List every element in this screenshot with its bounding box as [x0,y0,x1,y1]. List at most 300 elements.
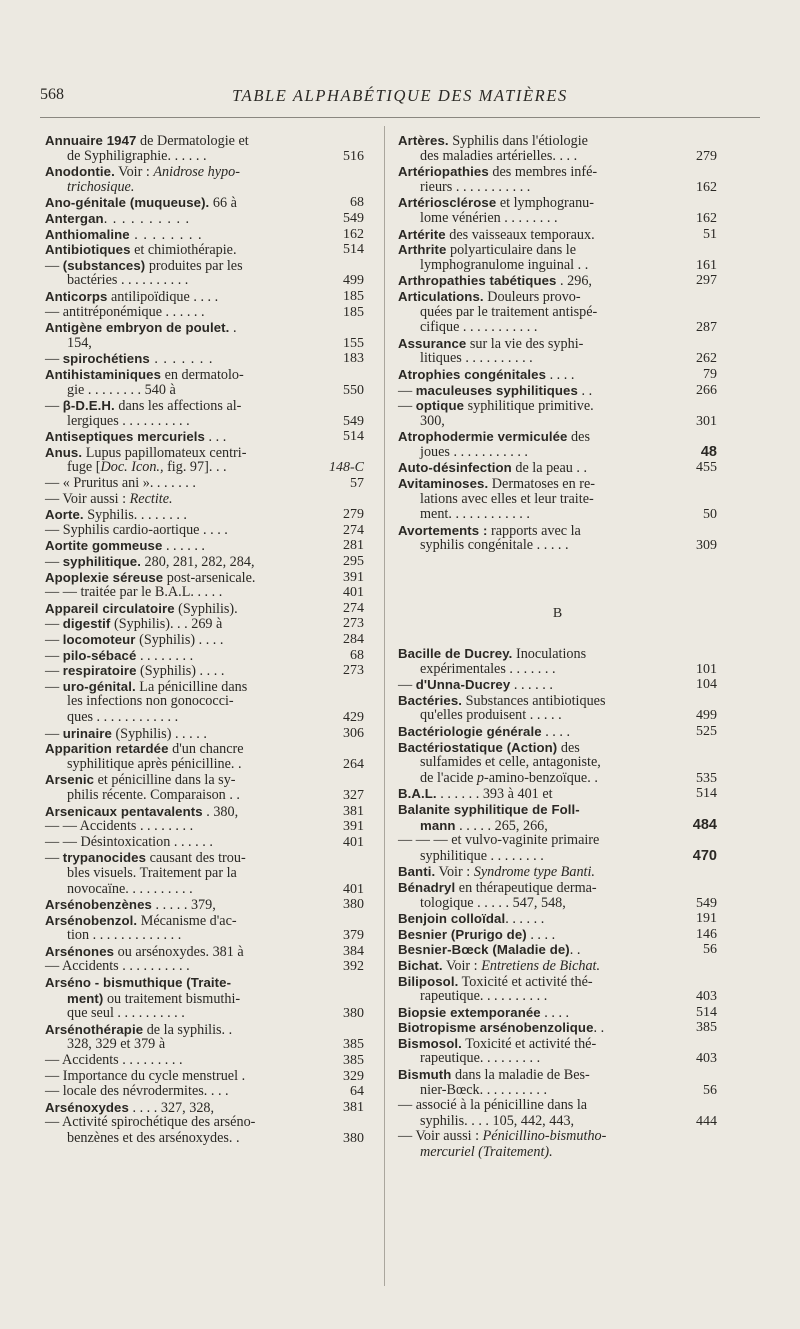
index-entry [45,133,364,164]
page-reference: 274 [343,522,364,538]
entry-continuation-line [398,818,671,834]
entry-text: — [398,382,416,399]
entry-heading: Articulations. [398,288,484,304]
page-reference: 549 [343,210,364,226]
entry-text: d'un chancre [168,741,244,758]
entry-heading: (substances) [62,257,146,273]
index-entry [45,959,364,975]
index-entry [398,523,717,554]
entry-text: — [45,647,63,664]
entry-continuation-line [45,991,318,1007]
index-entry [45,663,364,679]
entry-continuation-line [398,896,671,912]
entry-text: — [45,554,63,571]
entry-line [398,786,671,802]
page-reference: 549 [343,413,364,429]
entry-heading: Arséno - bismuthique (Traite- [45,975,232,991]
entry-line [45,258,318,274]
index-entry [398,367,717,383]
entry-text: — « Pruritus ani ». . . . . . . [45,475,196,492]
entry-heading: ment) [67,990,104,1006]
page-reference: 284 [343,632,364,647]
entry-text: des [567,429,590,446]
index-entry [398,802,717,833]
entry-continuation-line [398,211,671,227]
entry-heading: Arthrite [398,242,447,258]
page-reference: 514 [696,786,717,802]
entry-continuation-line [398,538,671,554]
entry-continuation-line [398,849,671,865]
entry-text: 66 à [209,195,237,212]
entry-line [398,476,671,492]
index-entry [45,227,364,243]
entry-text: tologique . . . . . 547, 548, [420,894,566,911]
entry-line [398,1129,671,1145]
entry-text: (Syphilis). . . 269 à [110,616,223,633]
entry-continuation-line [45,273,318,289]
index-entry [45,445,364,476]
entry-heading: Anticorps [45,288,108,304]
entry-text: post-arsenicale. [163,569,256,586]
page-reference: 384 [343,943,364,959]
index-entry [45,679,364,726]
entry-line [398,195,671,211]
entry-heading: Bactériostatique (Action) [398,739,558,755]
page-reference: 550 [343,382,364,398]
entry-text: de la peau . . [511,460,588,477]
entry-heading: Avitaminoses. [398,476,489,492]
entry-continuation-line [398,492,671,508]
index-entry [398,833,717,864]
entry-line [398,864,671,880]
entry-text: syphilitique après pénicilline. . [67,755,242,772]
entry-line [398,1067,671,1083]
entry-heading: Apparition retardée [45,741,169,757]
entry-line [398,740,671,756]
entry-text: Voir : [435,864,474,881]
entry-text: — [45,725,63,742]
entry-text: — antitréponémique . . . . . . [45,303,205,320]
page-reference: 391 [343,819,364,835]
entry-line [398,833,671,849]
entry-heading: syphilitique. [62,554,141,570]
entry-line [398,724,671,740]
index-entry [398,1020,717,1036]
entry-heading: Anthiomaline [45,226,130,242]
page-reference: 514 [343,429,364,445]
entry-line [45,835,318,851]
entry-text: . . . . . . [510,677,553,694]
entry-text: de Dermatologie et [136,133,249,149]
index-entry [398,195,717,226]
entry-text: expérimentales . . . . . . . [420,660,556,677]
entry-line [398,646,671,662]
entry-continuation-line [398,989,671,1005]
index-entries-a [398,133,717,554]
page-reference: 392 [343,959,364,975]
entry-line [45,944,318,960]
page-reference: 287 [696,320,717,336]
page-reference: 264 [343,756,364,772]
index-entry [398,911,717,927]
page-reference: 379 [343,928,364,944]
entry-text: . . [593,1020,605,1037]
entry-line [45,164,318,180]
entry-line [398,367,671,383]
entry-line [398,927,671,943]
entry-text: 154, [67,334,92,351]
entry-text: ou arsénoxydes. 381 à [114,943,244,960]
index-entry [45,772,364,803]
page-reference: 385 [343,1037,364,1053]
page-reference: 185 [343,304,364,320]
entry-text: bles visuels. Traitement par la [67,864,237,881]
entry-text: Syndrome type Banti. [473,864,595,881]
entry-text: quées par le traitement antispé- [420,303,598,320]
entry-text: gie . . . . . . . . 540 à [67,381,176,398]
entry-line [45,320,318,336]
entry-text: Substances antibiotiques [462,692,606,709]
entry-line [45,1053,318,1069]
page-number: 568 [40,86,64,103]
index-entry [398,460,717,476]
entry-line [398,974,671,990]
entry-text: . . [569,942,581,959]
index-entry [45,320,364,351]
entry-line [398,383,671,399]
index-entry [45,975,364,1022]
entry-heading: mann [420,817,456,833]
entry-heading: Arsénones [45,943,115,959]
page-reference: 535 [696,770,717,786]
index-entry [398,1005,717,1021]
entry-heading: Antergan [45,210,104,226]
entry-heading: Biliposol. [398,973,459,989]
page-reference: 380 [343,1131,364,1146]
entry-text: syphilis. . . . 105, 442, 443, [420,1112,575,1129]
index-entry [398,740,717,787]
entry-text: . . . . . . 393 à 401 et [436,786,553,803]
page-reference: 79 [703,366,717,382]
entry-text: . . . . [540,1004,570,1021]
entry-text: Syphilis dans l'étiologie [448,133,588,149]
entry-text: cifique . . . . . . . . . . . [420,319,538,336]
entry-text: nier-Bœck. . . . . . . . . . [420,1081,547,1098]
index-entry [45,1115,364,1146]
index-entry [45,476,364,492]
entry-text: les infections non gonococci- [67,693,234,710]
entry-continuation-line [45,694,318,710]
index-entry [398,724,717,740]
entry-heading: Biopsie extemporanée [398,1004,541,1020]
page-reference: 295 [343,554,364,570]
entry-continuation-line [45,414,318,430]
page-reference: 401 [343,881,364,897]
entry-text: 280, 281, 282, 284, [140,554,255,571]
entry-line [45,1069,318,1085]
entry-line [398,398,671,414]
index-entry [45,570,364,586]
entry-text: lations avec elles et leur traite- [420,490,594,507]
entry-text: dans les affections al- [114,398,242,415]
entry-line [45,679,318,695]
page-reference: 51 [703,226,717,242]
entry-line [45,959,318,975]
entry-text: dans la maladie de Bes- [451,1067,590,1084]
page-reference: 56 [703,942,717,958]
page-reference: 57 [350,476,364,492]
index-entry [398,429,717,460]
page-reference: 281 [343,538,364,554]
index-entry [45,398,364,429]
entry-line [45,850,318,866]
entry-heading: respiratoire [62,663,137,679]
index-entry [398,336,717,367]
page-reference: 401 [343,585,364,601]
entry-line [398,273,671,289]
entry-line [398,677,671,693]
entry-text: (Syphilis) . . . . [136,663,225,680]
entry-text: philis récente. Comparaison . . [67,786,240,803]
entry-heading: optique [415,398,465,414]
index-entry [45,1084,364,1100]
entry-text: — Voir aussi : [45,490,130,507]
entry-heading: Avortements : [398,522,488,538]
entry-text: joues . . . . . . . . . . . [420,443,528,460]
entry-continuation-line [45,882,318,898]
entry-heading: Banti. [398,864,436,880]
entry-line [398,1020,671,1036]
running-title: TABLE ALPHABÉTIQUE DES MATIÈRES [232,86,568,105]
entry-text: ques . . . . . . . . . . . . [67,708,179,725]
entry-heading: uro-génital. [62,678,136,694]
entry-heading: Arsenic [45,772,95,788]
index-entry [398,646,717,677]
entry-line [45,523,318,539]
entry-text: en dermatolo- [161,366,244,383]
entry-line [45,289,318,305]
entry-line [398,1098,671,1114]
index-entry [45,648,364,664]
entry-text: . . . . . . . . [136,647,194,664]
entry-text: (Syphilis) . . . . . [111,725,207,742]
index-entry [398,927,717,943]
entry-line [398,942,671,958]
index-entry [398,242,717,273]
entry-continuation-line [398,305,671,321]
entry-heading: Atrophodermie vermiculée [398,429,568,445]
entry-continuation-line [398,258,671,274]
page-reference: 146 [696,926,717,942]
right-column [398,133,717,1161]
page-reference: 514 [343,242,364,258]
entry-line [45,476,318,492]
entry-text: . . . . . . [505,911,545,928]
entry-continuation-line [398,445,671,461]
index-entry [398,1098,717,1129]
entry-text: Pénicillino-bismutho- [482,1128,607,1145]
entry-heading: Arsénoxydes [45,1099,129,1115]
page-reference: 514 [696,1004,717,1020]
entry-heading: Arsénobenzol. [45,912,138,928]
index-entry [398,942,717,958]
page-reference: 68 [350,647,364,663]
entry-heading: Arthropathies tabétiques [398,273,557,289]
entry-text: Mécanisme d'ac- [137,912,237,929]
entry-continuation-line [398,1051,671,1067]
index-entry [45,616,364,632]
index-entry [45,164,364,195]
index-entry [398,383,717,399]
entry-heading: Bichat. [398,957,443,973]
entry-text: . . [577,382,593,399]
index-entry [45,632,364,648]
entry-line [398,911,671,927]
entry-heading: Benjoin colloïdal [398,911,506,927]
entry-text: trichosique. [67,178,135,195]
index-entry [398,398,717,429]
page-reference: 381 [343,1099,364,1115]
entry-continuation-line [45,788,318,804]
page-reference: 297 [696,273,717,289]
index-entry [45,242,364,258]
page-reference: 48 [700,443,717,460]
entry-heading: Artériopathies [398,164,489,180]
entry-heading: digestif [62,616,111,632]
index-entry [398,289,717,336]
entry-text: p [476,769,485,786]
entry-line [45,398,318,414]
entry-text: bactéries . . . . . . . . . . [67,272,189,289]
page-reference: 525 [696,724,717,739]
entry-text: . . . . . 379, [151,897,216,914]
entry-text: . . . . . 265, 266, [455,817,548,834]
entry-text: La pénicilline dans [135,678,248,695]
entry-text: et lymphogranu- [496,195,594,212]
page-reference: 266 [696,382,717,398]
index-entry [45,305,364,321]
entry-continuation-line [45,460,318,476]
index-entry [398,974,717,1005]
entry-text: 300, [420,412,445,429]
entry-line [398,227,671,243]
entry-text: de la syphilis. . [143,1021,233,1038]
index-entries-b [398,646,717,1161]
entry-heading: Bactériologie générale [398,724,542,739]
index-entry [398,864,717,880]
index-entry [45,1100,364,1116]
entry-continuation-line [398,1114,671,1130]
entry-continuation-line [398,414,671,430]
index-entry [398,958,717,974]
index-entry [398,273,717,289]
entry-heading: Arsénothérapie [45,1021,144,1037]
entry-text: — Accidents . . . . . . . . . . [45,958,190,975]
entry-text: — [45,663,63,680]
entry-heading: Aorte. [45,507,84,523]
index-entry [398,164,717,195]
entry-text: — [45,632,63,648]
index-entry [45,211,364,227]
entry-continuation-line [45,866,318,882]
entry-text: benzènes et des arsénoxydes. . [67,1130,240,1146]
entry-text: syphilis congénitale . . . . . [420,537,569,554]
entry-heading: Auto-désinfection [398,460,512,476]
entry-heading: Antibiotiques [45,242,131,258]
entry-line [398,289,671,305]
section-letter: B [552,606,563,622]
entry-text: des maladies artérielles. . . . [420,147,578,164]
entry-line [398,880,671,896]
entry-heading: Antigène embryon de poulet. [45,320,230,336]
entry-text: Doc. Icon., [100,459,164,476]
entry-text: de Syphiligraphie. . . . . . [67,147,207,164]
entry-text: — locale des névrodermites. . . . [45,1083,229,1100]
page-reference: 391 [343,569,364,585]
entry-line [45,663,318,679]
page-reference: 279 [343,507,364,523]
index-entry [398,227,717,243]
entry-text: antilipoïdique . . . . [107,288,219,305]
entry-text: syphilitique . . . . . . . . [420,847,544,864]
entry-heading: Arsenicaux pentavalents [45,803,203,819]
index-entry [398,1129,717,1160]
entry-text: lymphogranulome inguinal . . [420,256,589,273]
entry-text: et chimiothérapie. [130,242,237,259]
entry-text: Lupus papillomateux centri- [82,444,247,461]
page-reference: 148-C [329,460,364,476]
index-entry [45,1053,364,1069]
entry-line [398,133,671,149]
index-entry [398,880,717,911]
entry-continuation-line [45,710,318,726]
entry-line [45,570,318,586]
entry-heading: urinaire [62,725,112,741]
entry-text: Voir : [114,164,154,181]
entry-heading: Besnier (Prurigo de) [398,926,527,942]
entry-text: Toxicité et activité thé- [458,973,593,990]
index-entry [45,741,364,772]
entry-line [45,819,318,835]
entry-line [45,897,318,913]
entry-text: — Syphilis cardio-aortique . . . . [45,521,228,538]
index-entry [45,1069,364,1085]
section-gap [398,554,717,582]
page-reference: 499 [696,708,717,724]
entry-text: . 380, [202,803,239,820]
entry-text: — Importance du cycle menstruel . [45,1067,246,1084]
entry-line [398,429,671,445]
page-reference: 516 [343,148,364,164]
index-entry [45,819,364,835]
index-entry [398,476,717,523]
entry-continuation-line [45,383,318,399]
index-entry [45,429,364,445]
entry-text: — — Désintoxication . . . . . . [45,833,213,850]
entry-line [398,1036,671,1052]
entry-text: — Voir aussi : [398,1128,483,1145]
index-entry [398,693,717,724]
index-entry [398,133,717,164]
entry-text: fuge [ [67,459,101,476]
entry-text: . . . . . . . . . . [103,210,191,227]
page-reference: 499 [343,273,364,289]
entry-text: — [45,351,63,368]
page-reference: 327 [343,787,364,803]
entry-heading: Balanite syphilitique de Foll- [398,801,580,817]
entry-heading: Bismuth [398,1067,452,1083]
index-entry [45,538,364,554]
